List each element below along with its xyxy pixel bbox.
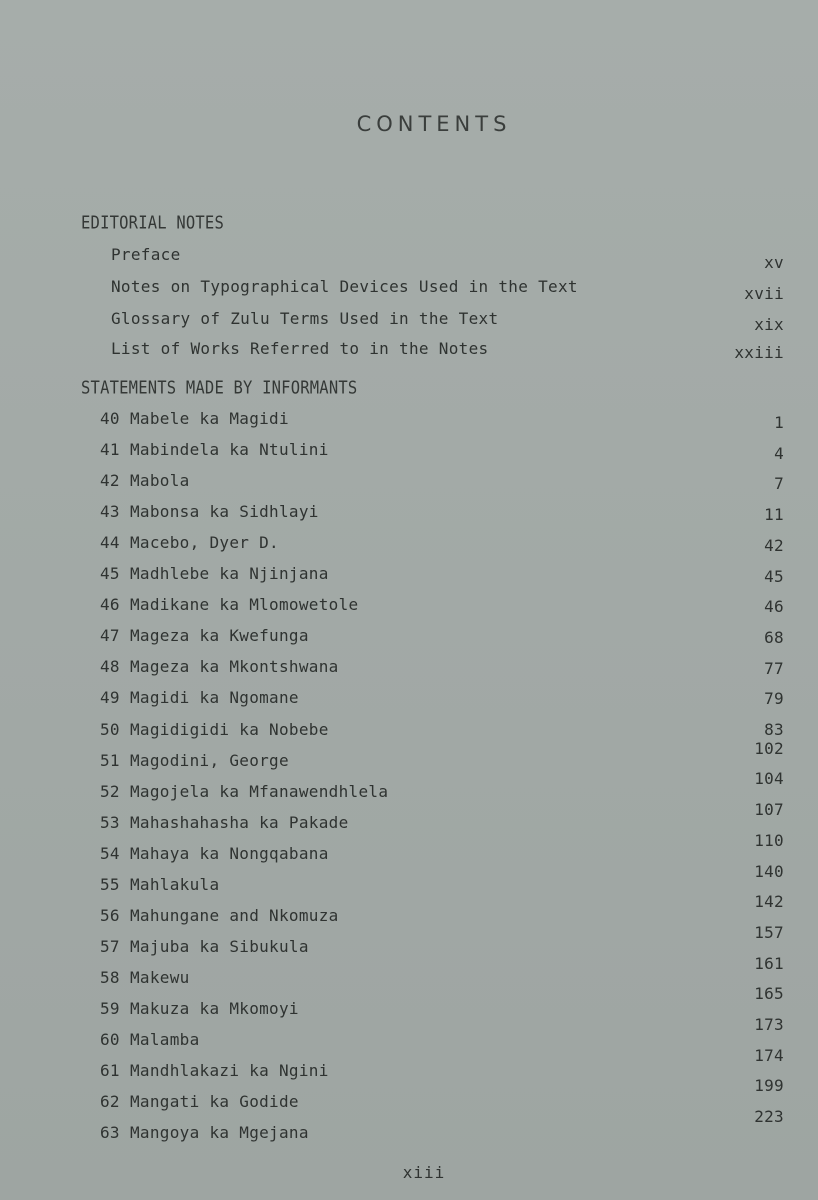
toc-entry-number: 46 xyxy=(100,595,120,615)
toc-entry-name: Mabele ka Magidi xyxy=(130,409,289,428)
toc-entry-name: Mangoya ka Mgejana xyxy=(130,1123,309,1143)
toc-entry-page: 79 xyxy=(764,689,784,709)
toc-entry-page: 223 xyxy=(754,1107,784,1127)
page-folio: xiii xyxy=(402,1163,446,1182)
toc-entry-number: 55 xyxy=(100,874,120,894)
toc-entry-page: 4 xyxy=(774,443,784,463)
toc-entry-number: 45 xyxy=(100,564,120,584)
toc-entry-number: 59 xyxy=(100,998,120,1018)
toc-entry-label xyxy=(100,409,289,428)
toc-entry-page: 45 xyxy=(764,566,784,586)
toc-entry-name: Macebo, Dyer D. xyxy=(130,533,279,553)
toc-entry-label: List of Works Referred to in the Notes xyxy=(111,339,489,358)
page-title: CONTENTS xyxy=(356,112,512,136)
toc-entry-name: Mahlakula xyxy=(130,874,220,894)
toc-entry-number: 49 xyxy=(100,688,120,708)
toc-entry-name: Mahungane and Nkomuza xyxy=(130,905,339,925)
toc-entry-label: Preface xyxy=(111,245,181,264)
toc-entry-label xyxy=(100,751,289,770)
toc-entry-page: xix xyxy=(754,315,784,334)
toc-entry-name: Mandhlakazi ka Ngini xyxy=(130,1061,329,1081)
toc-entry-label xyxy=(100,720,329,739)
toc-entry-label: Glossary of Zulu Terms Used in the Text xyxy=(111,309,499,328)
toc-entry-label xyxy=(100,1092,299,1111)
toc-entry-name: Magojela ka Mfanawendhlela xyxy=(130,781,389,801)
toc-entry-page: 102 xyxy=(754,738,784,758)
toc-entry-label xyxy=(100,813,349,832)
toc-entry-number: 56 xyxy=(100,905,120,925)
toc-entry-label xyxy=(100,1030,200,1049)
toc-entry-page: 11 xyxy=(764,505,784,525)
toc-entry-page: 157 xyxy=(754,922,784,942)
toc-entry-label xyxy=(100,1061,329,1080)
toc-entry-name: Mahaya ka Nongqabana xyxy=(130,843,329,863)
toc-entry-page: 68 xyxy=(764,627,784,647)
toc-entry-number: 63 xyxy=(100,1123,120,1143)
toc-entry-name: Madhlebe ka Njinjana xyxy=(130,564,329,584)
toc-entry-number: 61 xyxy=(100,1061,120,1081)
toc-entry-name: Mangati ka Godide xyxy=(130,1092,299,1112)
toc-entry-label xyxy=(100,502,319,521)
toc-entry-number: 42 xyxy=(100,471,120,491)
toc-entry-number: 40 xyxy=(100,409,120,428)
toc-entry-number: 43 xyxy=(100,502,120,522)
toc-entry-page: 110 xyxy=(754,830,784,850)
toc-entry-name: Makewu xyxy=(130,967,190,987)
toc-entry-page: 199 xyxy=(754,1076,784,1096)
toc-entry-name: Madikane ka Mlomowetole xyxy=(130,595,359,615)
toc-entry-label xyxy=(100,471,190,490)
toc-entry-label xyxy=(100,626,309,645)
toc-entry-name: Mabindela ka Ntulini xyxy=(130,440,329,460)
toc-entry-name: Mabola xyxy=(130,471,190,491)
toc-entry-label xyxy=(100,564,329,583)
toc-entry-page: 1 xyxy=(774,413,784,432)
toc-entry-name: Mabonsa ka Sidhlayi xyxy=(130,502,319,522)
toc-entry-label xyxy=(100,688,299,707)
toc-entry-label xyxy=(100,968,190,987)
toc-entry-number: 58 xyxy=(100,967,120,987)
toc-entry-number: 50 xyxy=(100,719,120,739)
toc-entry-page: 140 xyxy=(754,861,784,881)
toc-entry-page: 165 xyxy=(754,984,784,1004)
toc-entry-label xyxy=(100,875,219,894)
toc-entry-name: Mageza ka Mkontshwana xyxy=(130,657,339,677)
toc-entry-label xyxy=(100,906,339,925)
toc-entry-number: 53 xyxy=(100,812,120,832)
toc-entry-page: 7 xyxy=(774,474,784,494)
toc-entry-name: Magidigidi ka Nobebe xyxy=(130,719,329,739)
toc-entry-page: xxiii xyxy=(734,343,784,362)
toc-entry-number: 62 xyxy=(100,1092,120,1112)
toc-entry-name: Mahashahasha ka Pakade xyxy=(130,812,349,832)
toc-entry-page: xvii xyxy=(744,284,784,303)
toc-entry-number: 54 xyxy=(100,843,120,863)
section-heading-statements: STATEMENTS MADE BY INFORMANTS xyxy=(81,378,358,399)
toc-entry-number: 57 xyxy=(100,936,120,956)
toc-entry-page: 83 xyxy=(764,720,784,739)
toc-entry-number: 41 xyxy=(100,440,120,460)
toc-entry-label xyxy=(100,937,309,956)
toc-entry-label xyxy=(100,440,329,459)
toc-entry-page: 173 xyxy=(754,1015,784,1034)
toc-entry-page: 142 xyxy=(754,892,784,912)
toc-entry-name: Mageza ka Kwefunga xyxy=(130,626,309,646)
toc-entry-name: Makuza ka Mkomoyi xyxy=(130,998,299,1018)
toc-entry-name: Majuba ka Sibukula xyxy=(130,936,309,956)
toc-entry-page: 174 xyxy=(754,1045,784,1065)
toc-entry-page: 104 xyxy=(754,769,784,789)
toc-entry-label xyxy=(100,782,388,801)
toc-entry-page: 42 xyxy=(764,535,784,555)
toc-entry-page: 46 xyxy=(764,597,784,617)
toc-entry-number: 52 xyxy=(100,781,120,801)
toc-entry-label xyxy=(100,595,358,614)
toc-entry-label xyxy=(100,1123,309,1142)
toc-entry-name: Magodini, George xyxy=(130,750,289,770)
toc-entry-number: 48 xyxy=(100,657,120,677)
toc-entry-page: xv xyxy=(764,253,784,272)
toc-entry-label xyxy=(100,657,339,676)
toc-entry-number: 47 xyxy=(100,626,120,646)
toc-entry-label xyxy=(100,999,299,1018)
toc-entry-page: 107 xyxy=(754,800,784,820)
toc-entry-name: Magidi ka Ngomane xyxy=(130,688,299,708)
section-heading-editorial-notes: EDITORIAL NOTES xyxy=(81,213,224,234)
toc-entry-page: 77 xyxy=(764,658,784,678)
toc-entry-page: 161 xyxy=(754,953,784,973)
toc-entry-label: Notes on Typographical Devices Used in the Text xyxy=(111,277,578,296)
toc-entry-label xyxy=(100,844,329,863)
toc-entry-name: Malamba xyxy=(130,1030,200,1049)
toc-entry-number: 44 xyxy=(100,533,120,553)
toc-entry-number: 51 xyxy=(100,750,120,770)
toc-entry-label xyxy=(100,533,279,552)
toc-entry-number: 60 xyxy=(100,1030,120,1049)
